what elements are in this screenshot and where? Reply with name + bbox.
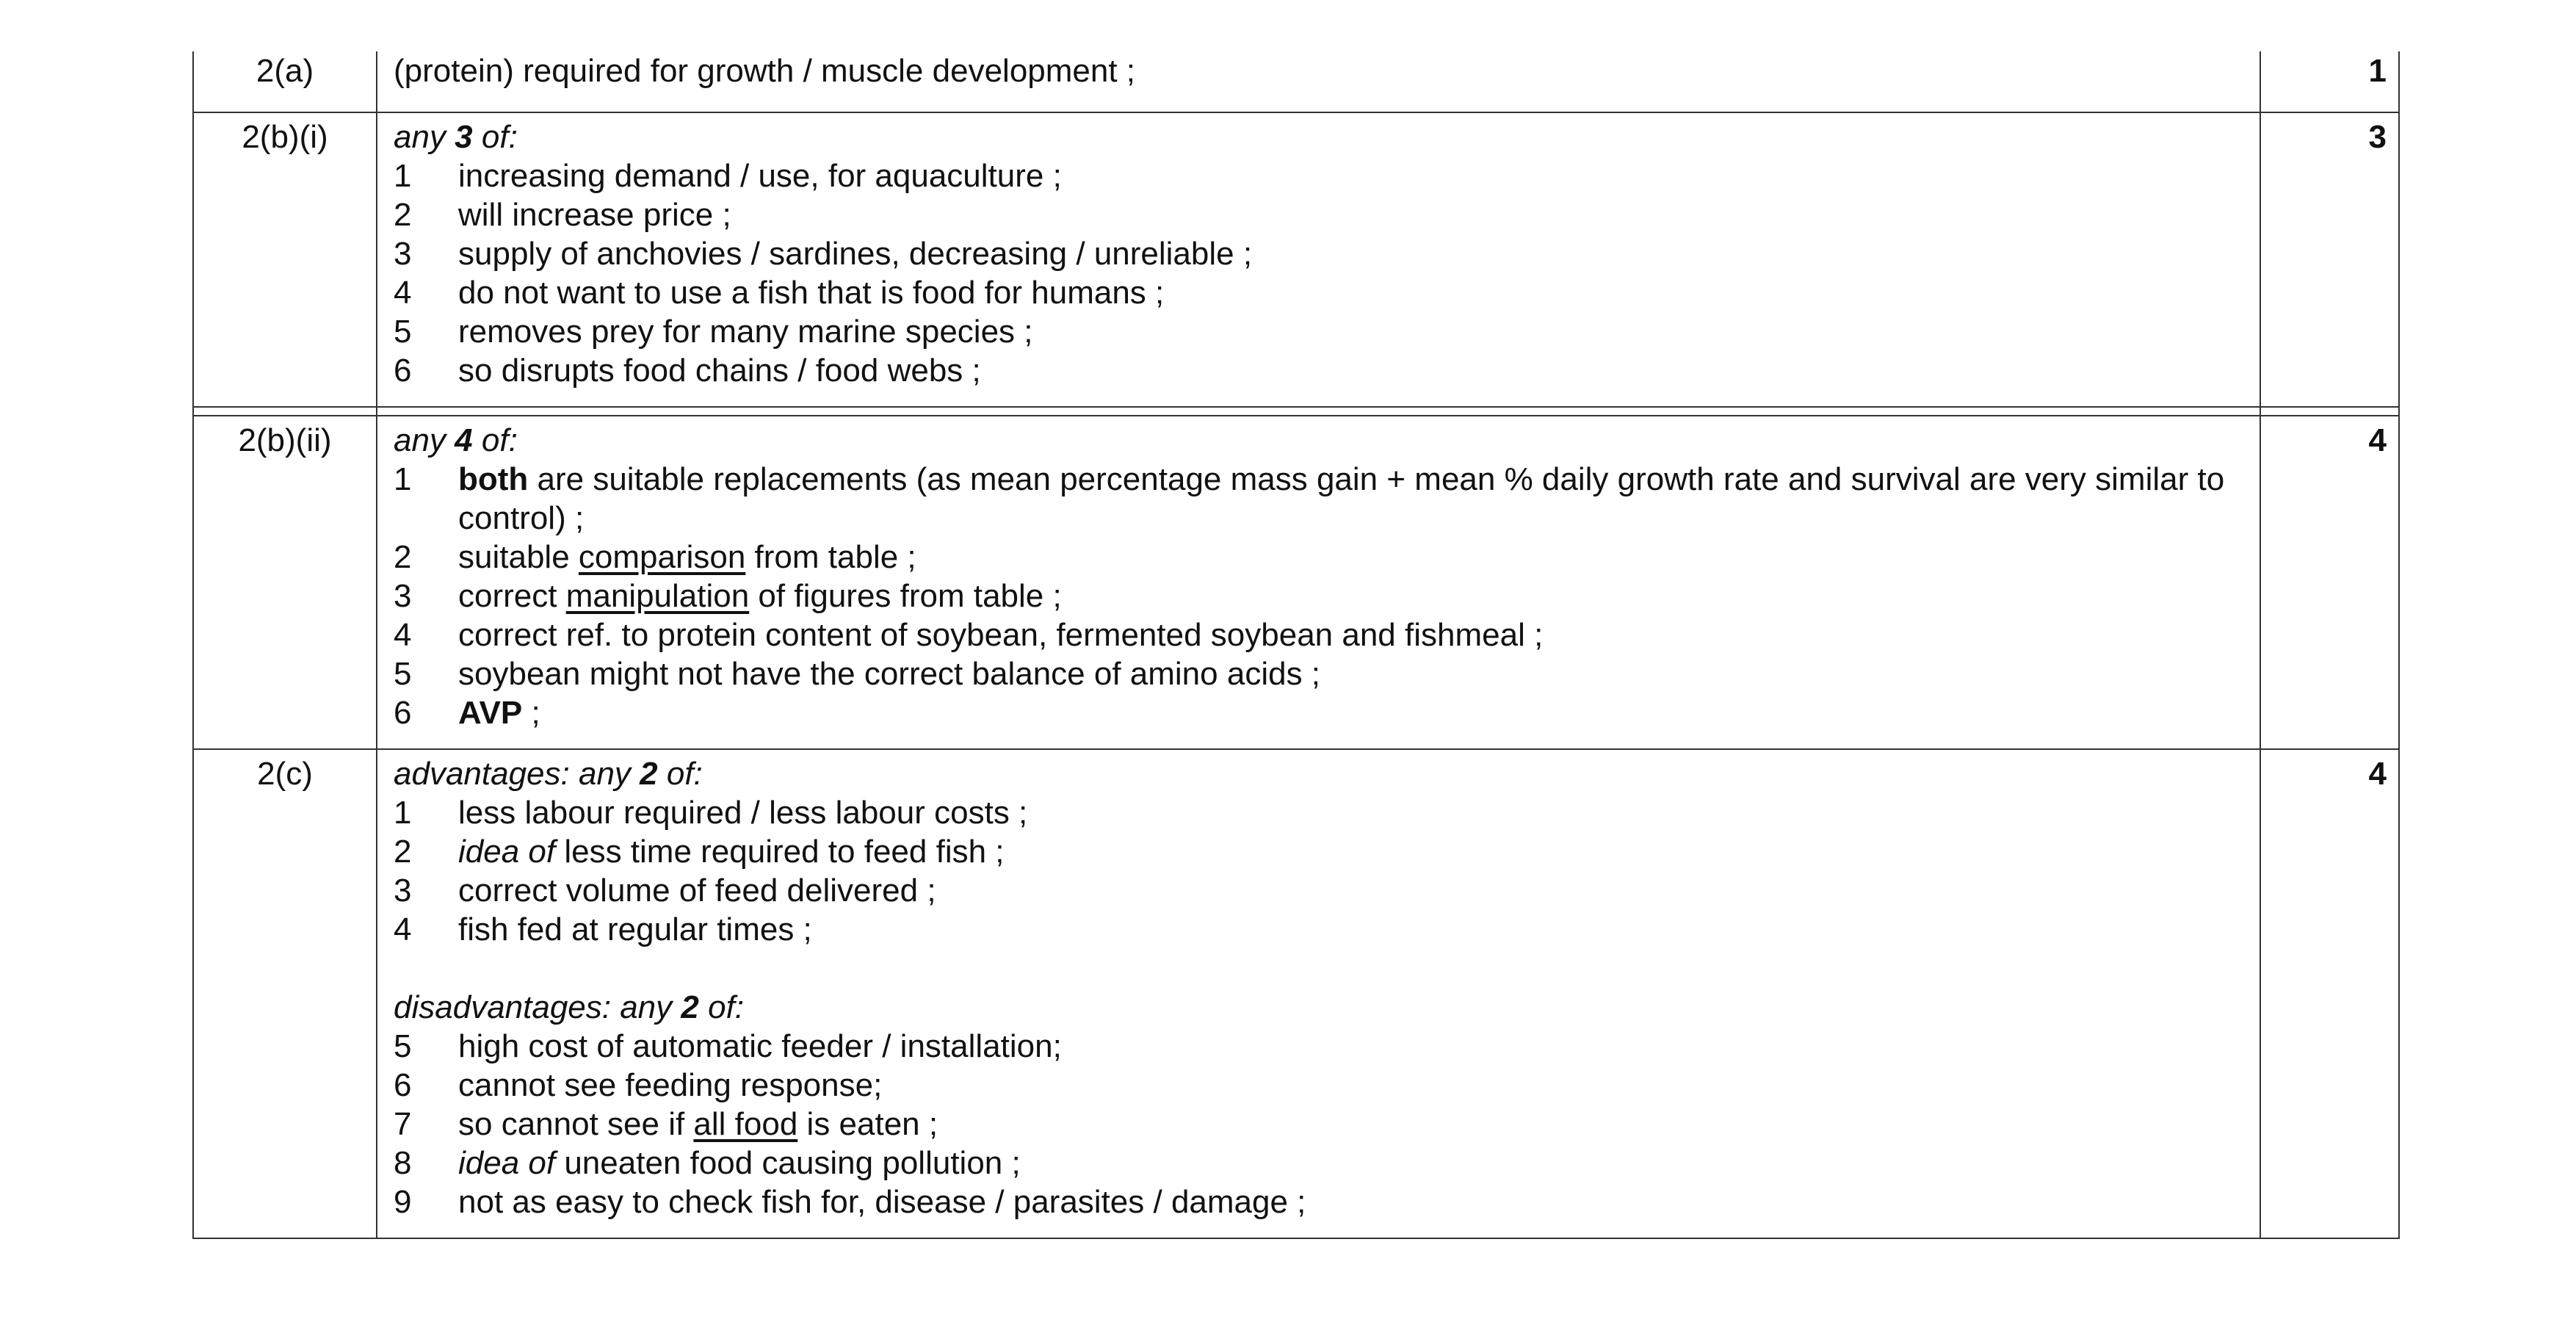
list-item: 1 less labour required / less labour costs ; xyxy=(394,795,1028,831)
list-item: 4 correct ref. to protein content of soybean, fermented soybean and fishmeal ; xyxy=(394,617,1544,653)
list-item: 4 do not want to use a fish that is food for humans ; xyxy=(394,275,1165,311)
list-item: 5 removes prey for many marine species ; xyxy=(394,314,1033,350)
row-2bii xyxy=(193,416,2399,749)
row-2a xyxy=(193,51,2399,112)
answer-text: (protein) required for growth / muscle development ; xyxy=(394,53,1136,89)
list-item: 7 so cannot see if all food is eaten ; xyxy=(394,1106,938,1142)
question-number: 2(b)(ii) xyxy=(193,416,377,749)
question-number: 2(a) xyxy=(193,51,377,112)
list-item: 2 suitable comparison from table ; xyxy=(394,539,916,575)
answer-intro: any 4 of: xyxy=(394,422,518,458)
list-item: 2 idea of less time required to feed fish ; xyxy=(394,834,1005,870)
list-item: 8 idea of uneaten food causing pollution ; xyxy=(394,1145,1021,1181)
list-item: 5 soybean might not have the correct balance of amino acids ; xyxy=(394,656,1321,692)
advantages-intro: advantages: any 2 of: xyxy=(394,756,703,792)
row-2bi xyxy=(193,112,2399,407)
mark-scheme-table xyxy=(192,51,2400,1239)
answer-cell xyxy=(377,749,2260,1238)
marks-cell: 4 xyxy=(2260,749,2399,1238)
answer-cell xyxy=(377,51,2260,112)
disadvantages-intro: disadvantages: any 2 of: xyxy=(394,989,745,1025)
list-item: 6 AVP ; xyxy=(394,695,540,731)
answer-cell xyxy=(377,112,2260,407)
question-number: 2(c) xyxy=(193,749,377,1238)
list-item: 4 fish fed at regular times ; xyxy=(394,911,812,947)
list-item: 9 not as easy to check fish for, disease / parasites / damage ; xyxy=(394,1184,1306,1220)
list-item: 2 will increase price ; xyxy=(394,197,731,233)
marks-cell: 3 xyxy=(2260,112,2399,407)
list-item: 6 so disrupts food chains / food webs ; xyxy=(394,353,981,389)
row-separator xyxy=(193,407,2399,416)
list-item: 1 increasing demand / use, for aquaculture ; xyxy=(394,158,1062,194)
marks-cell: 1 xyxy=(2260,51,2399,112)
answer-cell xyxy=(377,416,2260,749)
list-item: 3 correct volume of feed delivered ; xyxy=(394,873,936,909)
list-item: 3 correct manipulation of figures from table ; xyxy=(394,578,1062,614)
question-number: 2(b)(i) xyxy=(193,112,377,407)
row-2c xyxy=(193,749,2399,1238)
list-item: 3 supply of anchovies / sardines, decreasing / unreliable ; xyxy=(394,236,1253,272)
section-gap xyxy=(394,949,2245,988)
list-item: 1 both are suitable replacements (as mean percentage mass gain + mean % daily growth rate and survival are very similar to control) ; xyxy=(394,461,2225,536)
answer-intro: any 3 of: xyxy=(394,119,518,155)
marks-cell: 4 xyxy=(2260,416,2399,749)
list-item: 5 high cost of automatic feeder / installation; xyxy=(394,1028,1062,1064)
list-item: 6 cannot see feeding response; xyxy=(394,1067,883,1103)
